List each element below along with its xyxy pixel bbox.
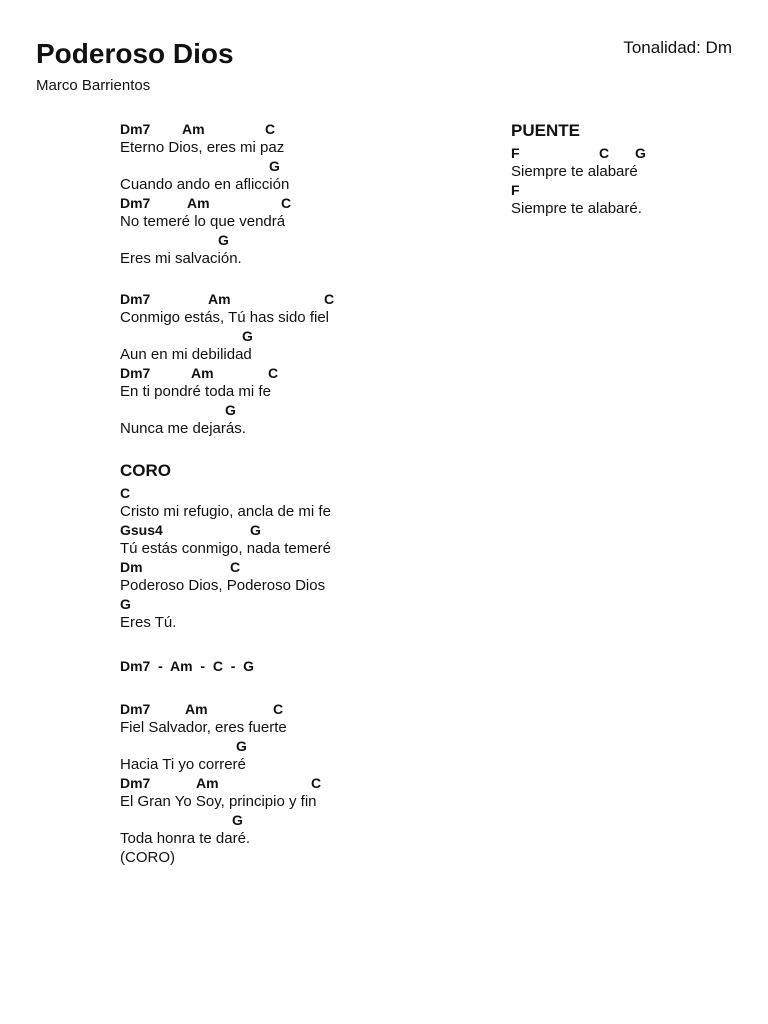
lyric-text: Toda honra te daré. xyxy=(120,830,251,847)
lyric-text: Siempre te alabaré xyxy=(511,163,638,180)
chord: C xyxy=(311,775,322,791)
chord-row xyxy=(120,737,480,755)
chord: C xyxy=(120,485,131,501)
lyric-line xyxy=(120,120,480,157)
chord: Am xyxy=(185,701,208,717)
lyrics-column-left xyxy=(120,120,480,868)
lyric-line xyxy=(120,774,480,811)
chord: F xyxy=(511,182,520,198)
chord-row xyxy=(120,484,480,502)
lyric-text: Aun en mi debilidad xyxy=(120,346,252,363)
lyric-line xyxy=(120,700,480,737)
lyric-line xyxy=(120,595,480,632)
song-key: Tonalidad: Dm xyxy=(623,38,732,57)
chord-row xyxy=(120,521,480,539)
chord: G xyxy=(120,596,131,612)
lyric-line xyxy=(120,157,480,194)
repeat-chorus-note: (CORO) xyxy=(120,849,175,866)
lyric-text: Eres mi salvación. xyxy=(120,250,242,267)
chord: G xyxy=(635,145,646,161)
chord: C xyxy=(324,291,335,307)
lyric-line xyxy=(511,181,751,218)
lyric-text: En ti pondré toda mi fe xyxy=(120,383,271,400)
lyric-line xyxy=(120,811,480,848)
chord: G xyxy=(236,738,247,754)
chord: Am xyxy=(187,195,210,211)
chord-row xyxy=(120,231,480,249)
chord-row xyxy=(120,120,480,138)
lyric-text: Eterno Dios, eres mi paz xyxy=(120,139,285,156)
lyric-text: Tú estás conmigo, nada temeré xyxy=(120,540,331,557)
chord: Dm7 xyxy=(120,365,151,381)
chord: Gsus4 xyxy=(120,522,163,538)
chorus xyxy=(120,460,480,632)
lyric-text: Nunca me dejarás. xyxy=(120,420,246,437)
chord: G xyxy=(225,402,236,418)
lyric-text: Conmigo estás, Tú has sido fiel xyxy=(120,309,329,326)
chord-row xyxy=(120,774,480,792)
chord: Dm7 xyxy=(120,775,151,791)
verse-1 xyxy=(120,120,480,268)
interlude-chords: Dm7 - Am - C - G xyxy=(120,658,255,674)
chord-row xyxy=(120,558,480,576)
chord-row xyxy=(120,700,480,718)
chord: C xyxy=(230,559,241,575)
chord: G xyxy=(232,812,243,828)
lyric-line xyxy=(511,144,751,181)
lyric-text: No temeré lo que vendrá xyxy=(120,213,286,230)
lyric-text: Poderoso Dios, Poderoso Dios xyxy=(120,577,326,594)
chord: G xyxy=(250,522,261,538)
chord-row xyxy=(120,364,480,382)
chorus-label: CORO xyxy=(120,461,171,480)
chord-row xyxy=(120,194,480,212)
chord: G xyxy=(269,158,280,174)
lyric-text: Siempre te alabaré. xyxy=(511,200,642,217)
bridge-label: PUENTE xyxy=(511,121,580,140)
lyric-line xyxy=(120,401,480,438)
chord: C xyxy=(268,365,279,381)
lyrics-column-right xyxy=(511,120,751,218)
lyric-line xyxy=(120,231,480,268)
chord: Am xyxy=(196,775,219,791)
chord: Am xyxy=(208,291,231,307)
chord-row xyxy=(120,290,480,308)
lyric-text: Hacia Ti yo correré xyxy=(120,756,246,773)
chord-row xyxy=(120,157,480,175)
chord: Dm7 xyxy=(120,195,151,211)
chord: Dm7 xyxy=(120,701,151,717)
lyric-line xyxy=(120,194,480,231)
lyric-line xyxy=(120,327,480,364)
lyric-text: Cristo mi refugio, ancla de mi fe xyxy=(120,503,331,520)
chord: Dm xyxy=(120,559,143,575)
lyric-line xyxy=(120,484,480,521)
lyric-line xyxy=(120,521,480,558)
lyric-line xyxy=(120,290,480,327)
chord: Am xyxy=(191,365,214,381)
chord-row xyxy=(120,401,480,419)
chord: Dm7 xyxy=(120,291,151,307)
chord: C xyxy=(265,121,276,137)
lyric-text: Cuando ando en aflicción xyxy=(120,176,290,193)
lyric-line xyxy=(120,737,480,774)
chord: G xyxy=(218,232,229,248)
lyric-text: Eres Tú. xyxy=(120,614,177,631)
chord: C xyxy=(599,145,610,161)
chord-row xyxy=(511,144,751,162)
lyric-line xyxy=(120,558,480,595)
chord: Am xyxy=(182,121,205,137)
chord: F xyxy=(511,145,520,161)
chord-row xyxy=(511,181,751,199)
verse-2 xyxy=(120,290,480,438)
bridge xyxy=(511,120,751,218)
chord-row xyxy=(120,811,480,829)
chord: Dm7 xyxy=(120,121,151,137)
chord: C xyxy=(281,195,292,211)
lyric-text: Fiel Salvador, eres fuerte xyxy=(120,719,287,736)
lyric-text: El Gran Yo Soy, principio y fin xyxy=(120,793,317,810)
lyric-line xyxy=(120,364,480,401)
chord: C xyxy=(273,701,284,717)
verse-3 xyxy=(120,700,480,868)
chord: G xyxy=(242,328,253,344)
song-title: Poderoso Dios xyxy=(36,38,234,69)
chord-row xyxy=(120,595,480,613)
song-artist: Marco Barrientos xyxy=(36,77,151,94)
chord-row xyxy=(120,327,480,345)
